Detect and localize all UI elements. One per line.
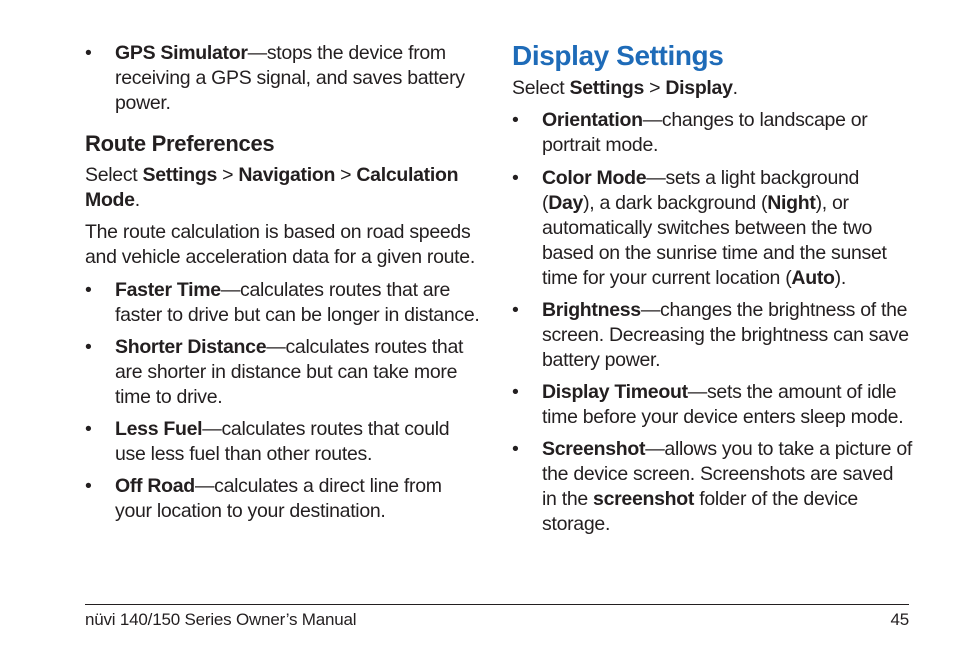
path-display: Display (665, 77, 733, 99)
bullet-icon: • (512, 167, 519, 189)
bullet-icon: • (85, 279, 92, 301)
path-separator: > (335, 164, 357, 186)
item-desc: ). (834, 267, 846, 289)
bullet-icon: • (512, 381, 519, 403)
path-settings: Settings (142, 164, 218, 186)
path-navigation: Navigation (238, 164, 336, 186)
item-title: Orientation (542, 109, 643, 131)
route-intro-paragraph: The route calculation is based on road speeds and vehicle acceleration data for a given route. (85, 221, 475, 268)
item-title: GPS Simulator (115, 42, 248, 64)
display-settings-heading: Display Settings (512, 40, 724, 71)
list-item-orientation (512, 108, 912, 158)
item-desc: ), or automatically switches between the two based on the sunrise time and the sunset time for your current location ( (542, 192, 887, 289)
path-settings: Settings (569, 77, 645, 99)
item-desc: —calculates a direct line from your location to your destination. (115, 475, 442, 522)
option-day: Day (548, 192, 584, 214)
list-item-shorter-distance (85, 335, 480, 410)
item-desc: —allows you to take a picture of the device screen. Screenshots are saved in the (542, 438, 912, 510)
item-desc: ), a dark background ( (583, 192, 768, 214)
path-calculation-mode: Calculation Mode (85, 164, 459, 211)
bullet-icon: • (85, 336, 92, 358)
item-desc: folder of the device storage. (542, 488, 858, 535)
item-desc: —changes to landscape or portrait mode. (542, 109, 868, 156)
folder-name: screenshot (593, 488, 695, 510)
bullet-icon: • (85, 475, 92, 497)
route-preferences-heading: Route Preferences (85, 131, 275, 156)
item-title: Display Timeout (542, 381, 688, 403)
item-desc: —stops the device from receiving a GPS signal, and saves battery power. (115, 42, 465, 114)
list-item-brightness (512, 298, 912, 373)
item-desc: —calculates routes that are faster to drive but can be longer in distance. (115, 279, 480, 326)
item-desc: —sets the amount of idle time before your device enters sleep mode. (542, 381, 904, 428)
option-night: Night (767, 192, 816, 214)
path-separator: > (644, 77, 666, 99)
item-desc: —calculates routes that are shorter in distance but can take more time to drive. (115, 336, 464, 408)
path-suffix: . (134, 189, 140, 211)
item-title: Screenshot (542, 438, 646, 460)
path-prefix: Select (85, 164, 143, 186)
page-number: 45 (890, 610, 909, 629)
list-item-display-timeout (512, 380, 912, 430)
list-item-gps-simulator (85, 41, 480, 116)
bullet-icon: • (512, 109, 519, 131)
bullet-icon: • (85, 418, 92, 440)
list-item-color-mode (512, 166, 912, 291)
list-item-off-road (85, 474, 480, 524)
path-suffix: . (732, 77, 738, 99)
footer-divider (85, 604, 909, 605)
item-title: Less Fuel (115, 418, 203, 440)
item-title: Faster Time (115, 279, 221, 301)
route-settings-path (85, 163, 475, 213)
footer-manual-title: nüvi 140/150 Series Owner’s Manual (85, 610, 357, 629)
item-desc: —changes the brightness of the screen. Decreasing the brightness can save battery power. (542, 299, 909, 371)
list-item-less-fuel (85, 417, 480, 467)
item-desc: —calculates routes that could use less fuel than other routes. (115, 418, 450, 465)
item-title: Shorter Distance (115, 336, 267, 358)
item-title: Off Road (115, 475, 195, 497)
path-prefix: Select (512, 77, 570, 99)
option-auto: Auto (791, 267, 835, 289)
item-title: Brightness (542, 299, 641, 321)
list-item-screenshot (512, 437, 912, 537)
list-item-faster-time (85, 278, 480, 328)
bullet-icon: • (85, 42, 92, 64)
item-desc: —sets a light background ( (542, 167, 860, 214)
item-title: Color Mode (542, 167, 647, 189)
display-settings-path (512, 76, 912, 101)
bullet-icon: • (512, 299, 519, 321)
path-separator: > (217, 164, 239, 186)
bullet-icon: • (512, 438, 519, 460)
